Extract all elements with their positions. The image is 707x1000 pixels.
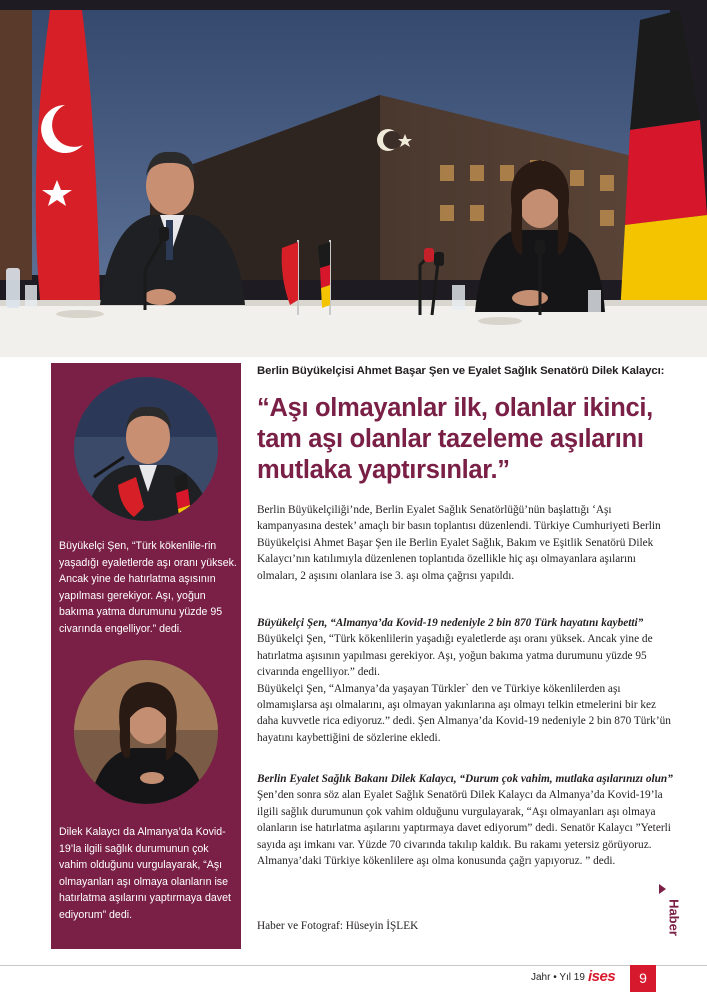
senator-portrait — [74, 660, 218, 804]
article-kicker: Berlin Büyükelçisi Ahmet Başar Şen ve Eyalet Sağlık Senatörü Dilek Kalaycı: — [257, 365, 665, 377]
article-section-2 — [257, 771, 677, 869]
magazine-logo: ises — [588, 968, 616, 985]
ambassador-portrait — [74, 377, 218, 521]
footer-divider — [0, 965, 707, 966]
page-number: 9 — [630, 965, 656, 992]
intro-paragraph: Berlin Büyükelçiliği’nde, Berlin Eyalet Sağlık Senatörlüğü’nün başlattığı ‘Aşı kampanyasına destek’ amaçlı bir basın toplantısı düzenlendi. Türkiye Cumhuriyeti Berlin Büyükelçisi Ahmet Başar Şen ile Berlin Eyalet Sağlık, Bakım ve Eşitlik Senatörü Dilek Kalaycı’nın katılımıyla düzenlenen toplantıda özellikle hiç aşı olmayanlara aşılarını olmaları, 2 aşısını olanlara ise 3. aşı olma çağrısı yapıldı. — [257, 504, 661, 582]
sidebar-panel — [51, 363, 241, 949]
article-section-1 — [257, 615, 677, 746]
paragraph-ambassador-quote: Büyükelçi Şen, “Türk kökenlilerin yaşadığı eyaletlerde aşı oranı yüksek. Ancak yine de hatırlatma aşısının yapılması gerekiyor. Aşı, yoğun bakıma yatma durumunu yüzde 95 civarında engelliyor.” dedi. — [257, 633, 653, 679]
article-intro — [257, 502, 677, 584]
subheading-senator: Berlin Eyalet Sağlık Bakanı Dilek Kalaycı, “Durum çok vahim, mutlaka aşılarınızı olun” — [257, 773, 673, 785]
paragraph-senator: Şen’den sonra söz alan Eyalet Sağlık Senatörü Dilek Kalaycı da Almanya’da Kovid-19’la ilgili sağlık durumunun çok vahim olduğunu vurgulayarak, “Aşı olmayanları aşı olmaya olanların ise hatırlatma aşılarını yaptırmaya davet ediyorum” dedi. Senatör Kalaycı ”Yeterli sayıda aşı imkanı var. Yüzde 70 civarında takılıp kaldık. Bu rakamı yetersiz görüyoruz. Almanya’daki Türkiye kökenlilere aşı olma konusunda çağrı yapıyoruz. ” dedi. — [257, 789, 671, 868]
senator-caption: Dilek Kalaycı da Almanya’da Kovid-19’la ilgili sağlık durumunun çok vahim olduğunu vurgulayarak, “Aşı olmayanları aşı olmaya olanların ise hatırlatma aşılarını yaptırmaya davet ediyorum” dedi. — [59, 826, 231, 921]
ambassador-caption: Büyükelçi Şen, “Türk kökenlile-rin yaşadığı eyaletlerde aşı oranı yüksek. Ancak yine de hatırlatma aşısının yapılması gerekiyor. Aşı, yoğun bakıma yatma durumunu yüzde 95 civarında engelliyor.” dedi. — [59, 540, 237, 635]
subheading-ambassador: Büyükelçi Şen, “Almanya’da Kovid-19 nedeniyle 2 bin 870 Türk hayatını kaybetti” — [257, 617, 644, 629]
article-headline: “Aşı olmayanlar ilk, olanlar ikinci, tam aşı olanlar tazeleme aşılarını mutlaka yaptırsınlar.” — [257, 394, 653, 484]
photo-credit: Haber ve Fotograf: Hüseyin İŞLEK — [257, 920, 419, 932]
hero-photo — [0, 0, 707, 357]
footer-issue: Jahr • Yıl 19 — [531, 972, 585, 983]
section-arrow-icon — [659, 884, 666, 894]
paragraph-ambassador-appeal: Büyükelçi Şen, “Almanya’da yaşayan Türkler` den ve Türkiye kökenlilerden aşı olmamışlarsa aşı olmalarını, aşı olmayan yakınlarına aşı olmayı telkin etmelerini bir kez daha kuvvetle rica ediyoruz.” dedi. Şen Almanya’da Kovid-19 nedeniyle 2 bin 870 Türk’ün hayatını kaybettiğini de sözlerine ekledi. — [257, 682, 671, 744]
section-tab-label: Haber — [666, 899, 682, 936]
